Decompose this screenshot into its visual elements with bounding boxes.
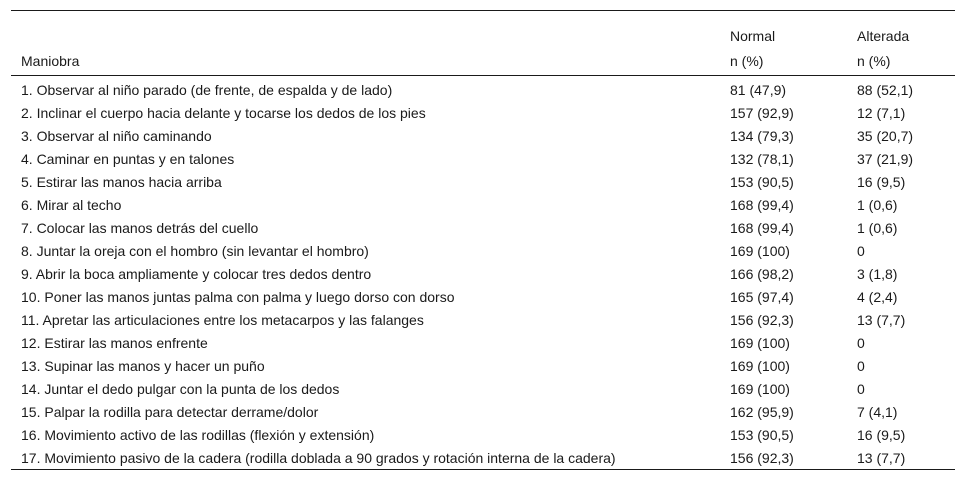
table-row	[11, 354, 955, 377]
cell-altered: 3 (1,8)	[857, 265, 898, 282]
cell-altered: 4 (2,4)	[857, 288, 898, 305]
cell-maneuver: 11. Apretar las articulaciones entre los metacarpos y las falanges	[21, 311, 424, 328]
header-blank-cell	[11, 11, 720, 49]
cell-normal: 169 (100)	[730, 380, 790, 397]
header-row-bottom	[11, 48, 955, 76]
header-normal: Normal	[730, 28, 776, 44]
cell-normal: 153 (90,5)	[730, 426, 794, 443]
table-row	[11, 285, 955, 308]
cell-maneuver: 10. Poner las manos juntas palma con palma y luego dorso con dorso	[21, 288, 455, 305]
cell-normal: 162 (95,9)	[730, 403, 794, 420]
table-row	[11, 76, 955, 102]
cell-altered: 0	[857, 242, 865, 259]
cell-maneuver: 4. Caminar en puntas y en talones	[21, 150, 235, 167]
header-normal-unit: n (%)	[730, 52, 764, 69]
cell-maneuver: 9. Abrir la boca ampliamente y colocar tres dedos dentro	[21, 265, 372, 282]
table-row	[11, 308, 955, 331]
cell-maneuver: 16. Movimiento activo de las rodillas (flexión y extensión)	[21, 426, 375, 443]
header-altered: Alterada	[857, 28, 910, 44]
table-row	[11, 377, 955, 400]
cell-normal: 153 (90,5)	[730, 173, 794, 190]
table-body	[11, 76, 955, 470]
cell-normal: 156 (92,3)	[730, 311, 794, 328]
cell-maneuver: 8. Juntar la oreja con el hombro (sin levantar el hombro)	[21, 242, 369, 259]
cell-altered: 1 (0,6)	[857, 196, 898, 213]
table-row	[11, 216, 955, 239]
cell-maneuver: 2. Inclinar el cuerpo hacia delante y tocarse los dedos de los pies	[21, 104, 426, 121]
cell-normal: 169 (100)	[730, 357, 790, 374]
cell-normal: 168 (99,4)	[730, 219, 794, 236]
maneuver-results-table-container	[11, 10, 955, 470]
cell-normal: 169 (100)	[730, 334, 790, 351]
table-row	[11, 193, 955, 216]
cell-normal: 169 (100)	[730, 242, 790, 259]
cell-normal: 165 (97,4)	[730, 288, 794, 305]
cell-altered: 0	[857, 334, 865, 351]
table-row	[11, 423, 955, 446]
cell-maneuver: 7. Colocar las manos detrás del cuello	[21, 219, 259, 236]
maneuver-results-table	[11, 10, 955, 470]
cell-maneuver: 15. Palpar la rodilla para detectar derrame/dolor	[21, 403, 319, 420]
cell-maneuver: 12. Estirar las manos enfrente	[21, 334, 208, 351]
cell-maneuver: 17. Movimiento pasivo de la cadera (rodilla doblada a 90 grados y rotación interna de la cadera)	[21, 449, 616, 466]
table-row	[11, 147, 955, 170]
cell-altered: 13 (7,7)	[857, 449, 906, 466]
cell-normal: 134 (79,3)	[730, 127, 794, 144]
table-row	[11, 170, 955, 193]
cell-maneuver: 6. Mirar al techo	[21, 196, 122, 213]
table-header	[11, 11, 955, 76]
cell-maneuver: 13. Supinar las manos y hacer un puño	[21, 357, 265, 374]
cell-altered: 1 (0,6)	[857, 219, 898, 236]
cell-normal: 81 (47,9)	[730, 81, 787, 98]
cell-altered: 13 (7,7)	[857, 311, 906, 328]
table-row	[11, 400, 955, 423]
cell-normal: 156 (92,3)	[730, 449, 794, 466]
cell-maneuver: 3. Observar al niño caminando	[21, 127, 212, 144]
cell-altered: 0	[857, 380, 865, 397]
header-row-top	[11, 11, 955, 49]
cell-normal: 132 (78,1)	[730, 150, 794, 167]
header-maneuver: Maniobra	[21, 52, 80, 69]
cell-altered: 12 (7,1)	[857, 104, 906, 121]
cell-normal: 168 (99,4)	[730, 196, 794, 213]
cell-normal: 157 (92,9)	[730, 104, 794, 121]
cell-maneuver: 1. Observar al niño parado (de frente, de espalda y de lado)	[21, 81, 393, 98]
cell-altered: 16 (9,5)	[857, 173, 906, 190]
cell-altered: 35 (20,7)	[857, 127, 914, 144]
cell-altered: 0	[857, 357, 865, 374]
cell-maneuver: 14. Juntar el dedo pulgar con la punta de los dedos	[21, 380, 340, 397]
cell-altered: 7 (4,1)	[857, 403, 898, 420]
cell-normal: 166 (98,2)	[730, 265, 794, 282]
header-altered-unit: n (%)	[857, 52, 891, 69]
cell-altered: 16 (9,5)	[857, 426, 906, 443]
table-row	[11, 331, 955, 354]
cell-altered: 37 (21,9)	[857, 150, 914, 167]
cell-altered: 88 (52,1)	[857, 81, 914, 98]
table-row	[11, 124, 955, 147]
table-row	[11, 446, 955, 470]
cell-maneuver: 5. Estirar las manos hacia arriba	[21, 173, 222, 190]
table-row	[11, 262, 955, 285]
table-row	[11, 101, 955, 124]
table-row	[11, 239, 955, 262]
